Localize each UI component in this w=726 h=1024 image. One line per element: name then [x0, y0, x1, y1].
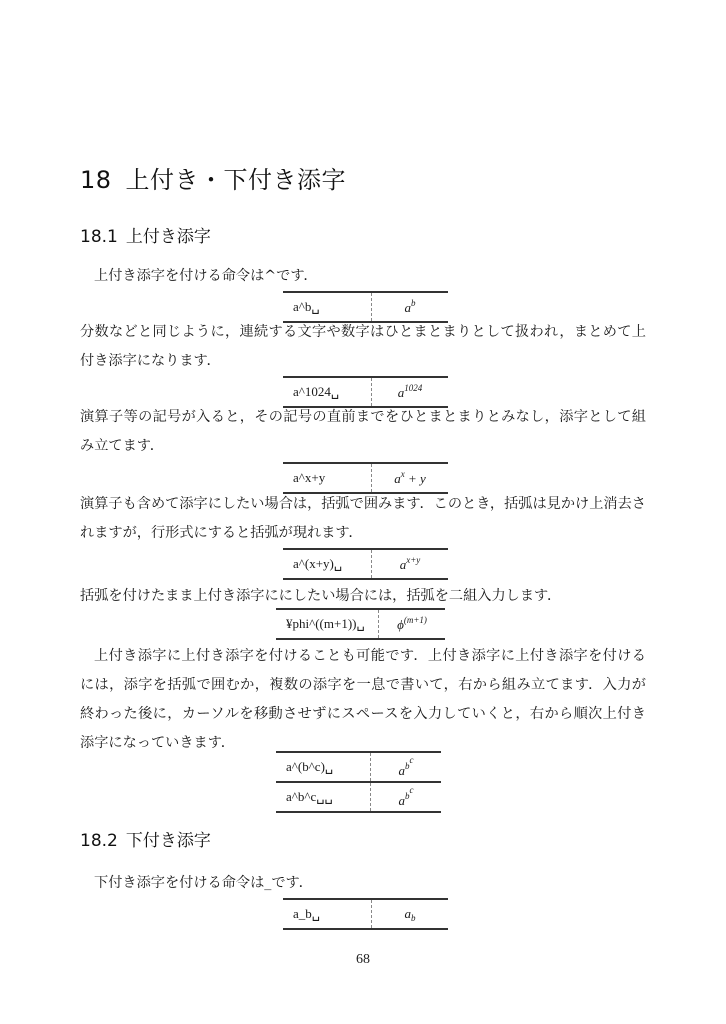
section-title: 下付き添字: [125, 831, 211, 851]
output-cell: $a^{b^c}$: [371, 782, 442, 812]
input-cell: a^b^c␣␣: [276, 782, 371, 812]
paragraph: 分数などと同じように，連続する文字や数字はひとまとまりとして扱われ，まとめて上付き添字になります．: [80, 324, 646, 369]
table-row: [283, 549, 448, 579]
output-cell: $a^{b^c}$: [371, 752, 442, 782]
chapter-number: 18: [80, 166, 112, 194]
formula-table: [283, 548, 448, 580]
table-row: [276, 782, 441, 812]
input-cell: a^x+y: [283, 463, 372, 493]
input-cell: a^(b^c)␣: [276, 752, 371, 782]
section-heading-18-1: [80, 222, 211, 247]
output-cell: $a^x + y$: [372, 463, 449, 493]
formula-table: [283, 898, 448, 930]
output-cell: $a^{1024}$: [372, 377, 449, 407]
paragraph: 演算子も含めて添字にしたい場合は，括弧で囲みます．このとき，括弧は見かけ上消去されますが，行形式にすると括弧が現れます．: [80, 496, 646, 541]
input-cell: a_b␣: [283, 899, 372, 929]
table-row: [283, 899, 448, 929]
paragraph: 上付き添字に上付き添字を付けることも可能です．上付き添字に上付き添字を付けるには，添字を括弧で囲むか，複数の添字を一息で書いて，右から組み立てます．入力が終わった後に，カーソルを移動させずにスペースを入力していくと，右から順次上付き添字になっていきます．: [80, 648, 646, 751]
section-number: 18.2: [80, 831, 118, 851]
paragraph: 括弧を付けたまま上付き添字ににしたい場合には，括弧を二組入力します．: [80, 588, 562, 604]
input-cell: a^1024␣: [283, 377, 372, 407]
table-row: [276, 609, 445, 639]
output-cell: $a^b$: [372, 292, 449, 322]
input-cell: a^b␣: [283, 292, 372, 322]
formula-table: [276, 608, 445, 640]
section-number: 18.1: [80, 227, 118, 247]
input-cell: ¥phi^((m+1))␣: [276, 609, 379, 639]
input-cell: a^(x+y)␣: [283, 549, 372, 579]
chapter-title: 上付き・下付き添字: [125, 166, 347, 194]
section-heading-18-2: [80, 826, 211, 851]
paragraph: 上付き添字を付ける命令は^です．: [94, 268, 318, 284]
section-title: 上付き添字: [125, 227, 211, 247]
output-cell: $a^{x+y}$: [372, 549, 449, 579]
paragraph: 演算子等の記号が入ると，その記号の直前までをひとまとまりとみなし，添字として組み立てます．: [80, 409, 646, 454]
formula-table: [276, 751, 441, 813]
output-cell: $a_b$: [372, 899, 449, 929]
table-row: [283, 463, 448, 493]
table-row: [276, 752, 441, 782]
chapter-heading: [80, 160, 346, 195]
page-number: 68: [356, 952, 370, 967]
output-cell: $\phi^{(m+1)}$: [379, 609, 446, 639]
paragraph: 下付き添字を付ける命令は_です．: [94, 875, 313, 891]
